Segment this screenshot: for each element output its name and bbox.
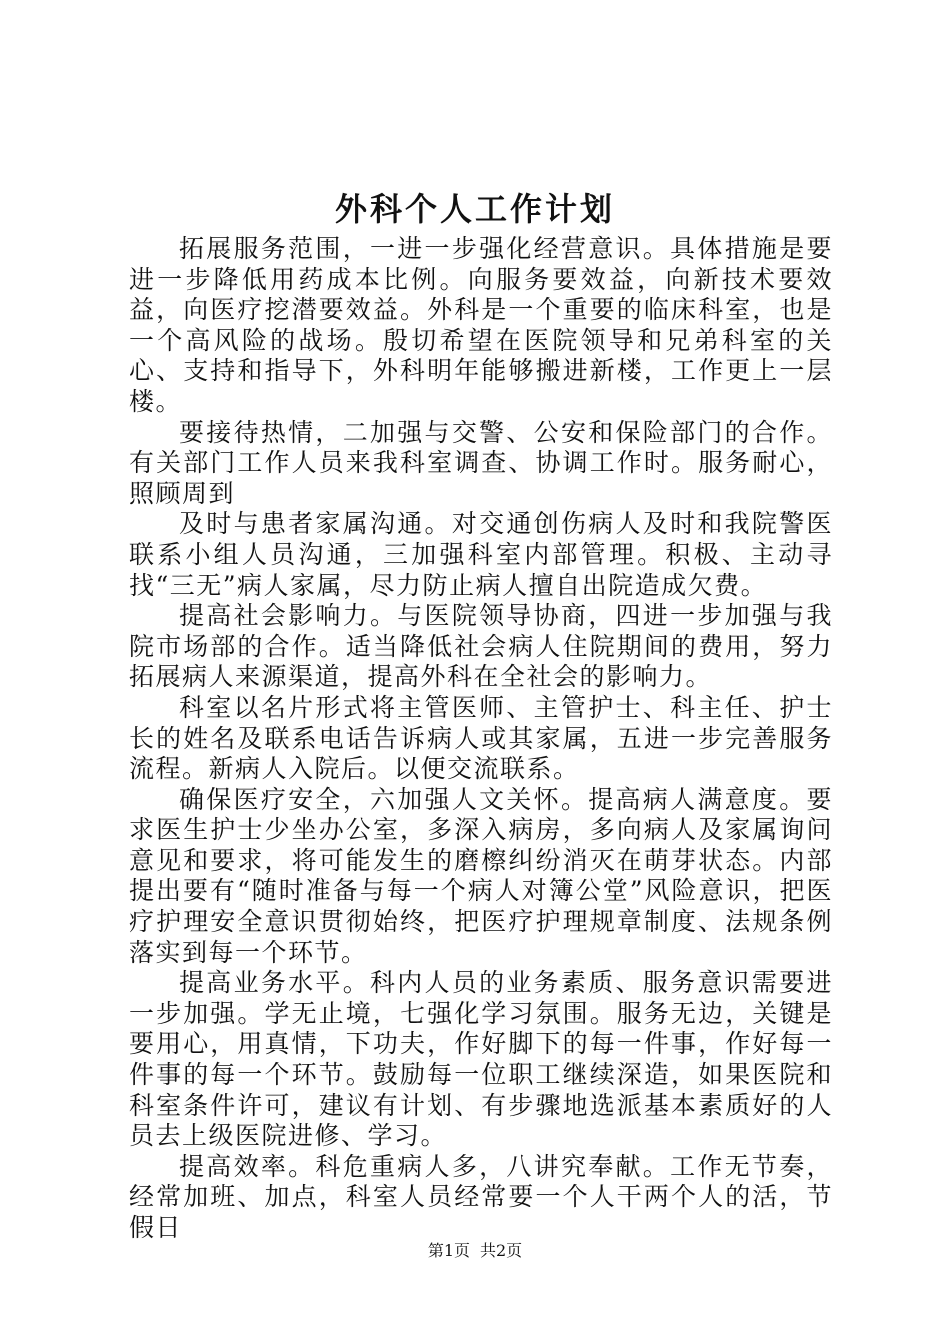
page-number: 第1页 xyxy=(427,1241,470,1260)
paragraph: 提高社会影响力。与医院领导协商，四进一步加强与我院市场部的合作。适当降低社会病人住院期间的费用，努力拓展病人来源渠道，提高外科在全社会的影响力。 xyxy=(129,601,833,692)
paragraph: 提高效率。科危重病人多，八讲究奉献。工作无节奏，经常加班、加点，科室人员经常要一个人干两个人的活，节假日 xyxy=(129,1151,833,1242)
paragraph: 确保医疗安全，六加强人文关怀。提高病人满意度。要求医生护士少坐办公室，多深入病房，多向病人及家属询问意见和要求，将可能发生的磨檫纠纷消灭在萌芽状态。内部提出要有“随时准备与每一个病人对簿公堂”风险意识，把医疗护理安全意识贯彻始终，把医疗护理规章制度、法规条例落实到每一个环节。 xyxy=(129,784,833,967)
paragraph: 及时与患者家属沟通。对交通创伤病人及时和我院警医联系小组人员沟通，三加强科室内部管理。积极、主动寻找“三无”病人家属，尽力防止病人擅自出院造成欠费。 xyxy=(129,509,833,600)
paragraph: 提高业务水平。科内人员的业务素质、服务意识需要进一步加强。学无止境，七强化学习氛围。服务无边，关键是要用心，用真情，下功夫，作好脚下的每一件事，作好每一件事的每一个环节。鼓励每一位职工继续深造，如果医院和科室条件许可，建议有计划、有步骤地选派基本素质好的人员去上级医院进修、学习。 xyxy=(129,968,833,1151)
page-total: 共2页 xyxy=(480,1241,523,1260)
document-body xyxy=(129,234,833,1244)
document-title: 外科个人工作计划 xyxy=(334,190,615,228)
paragraph: 要接待热情，二加强与交警、公安和保险部门的合作。有关部门工作人员来我科室调查、协调工作时。服务耐心，照顾周到 xyxy=(129,417,833,508)
paragraph: 拓展服务范围，一进一步强化经营意识。具体措施是要进一步降低用药成本比例。向服务要效益，向新技术要效益，向医疗挖潜要效益。外科是一个重要的临床科室，也是一个高风险的战场。殷切希望在医院领导和兄弟科室的关心、支持和指导下，外科明年能够搬进新楼，工作更上一层楼。 xyxy=(129,234,833,416)
page-footer xyxy=(0,1239,950,1263)
paragraph: 科室以名片形式将主管医师、主管护士、科主任、护士长的姓名及联系电话告诉病人或其家属，五进一步完善服务流程。新病人入院后。以便交流联系。 xyxy=(129,692,833,784)
